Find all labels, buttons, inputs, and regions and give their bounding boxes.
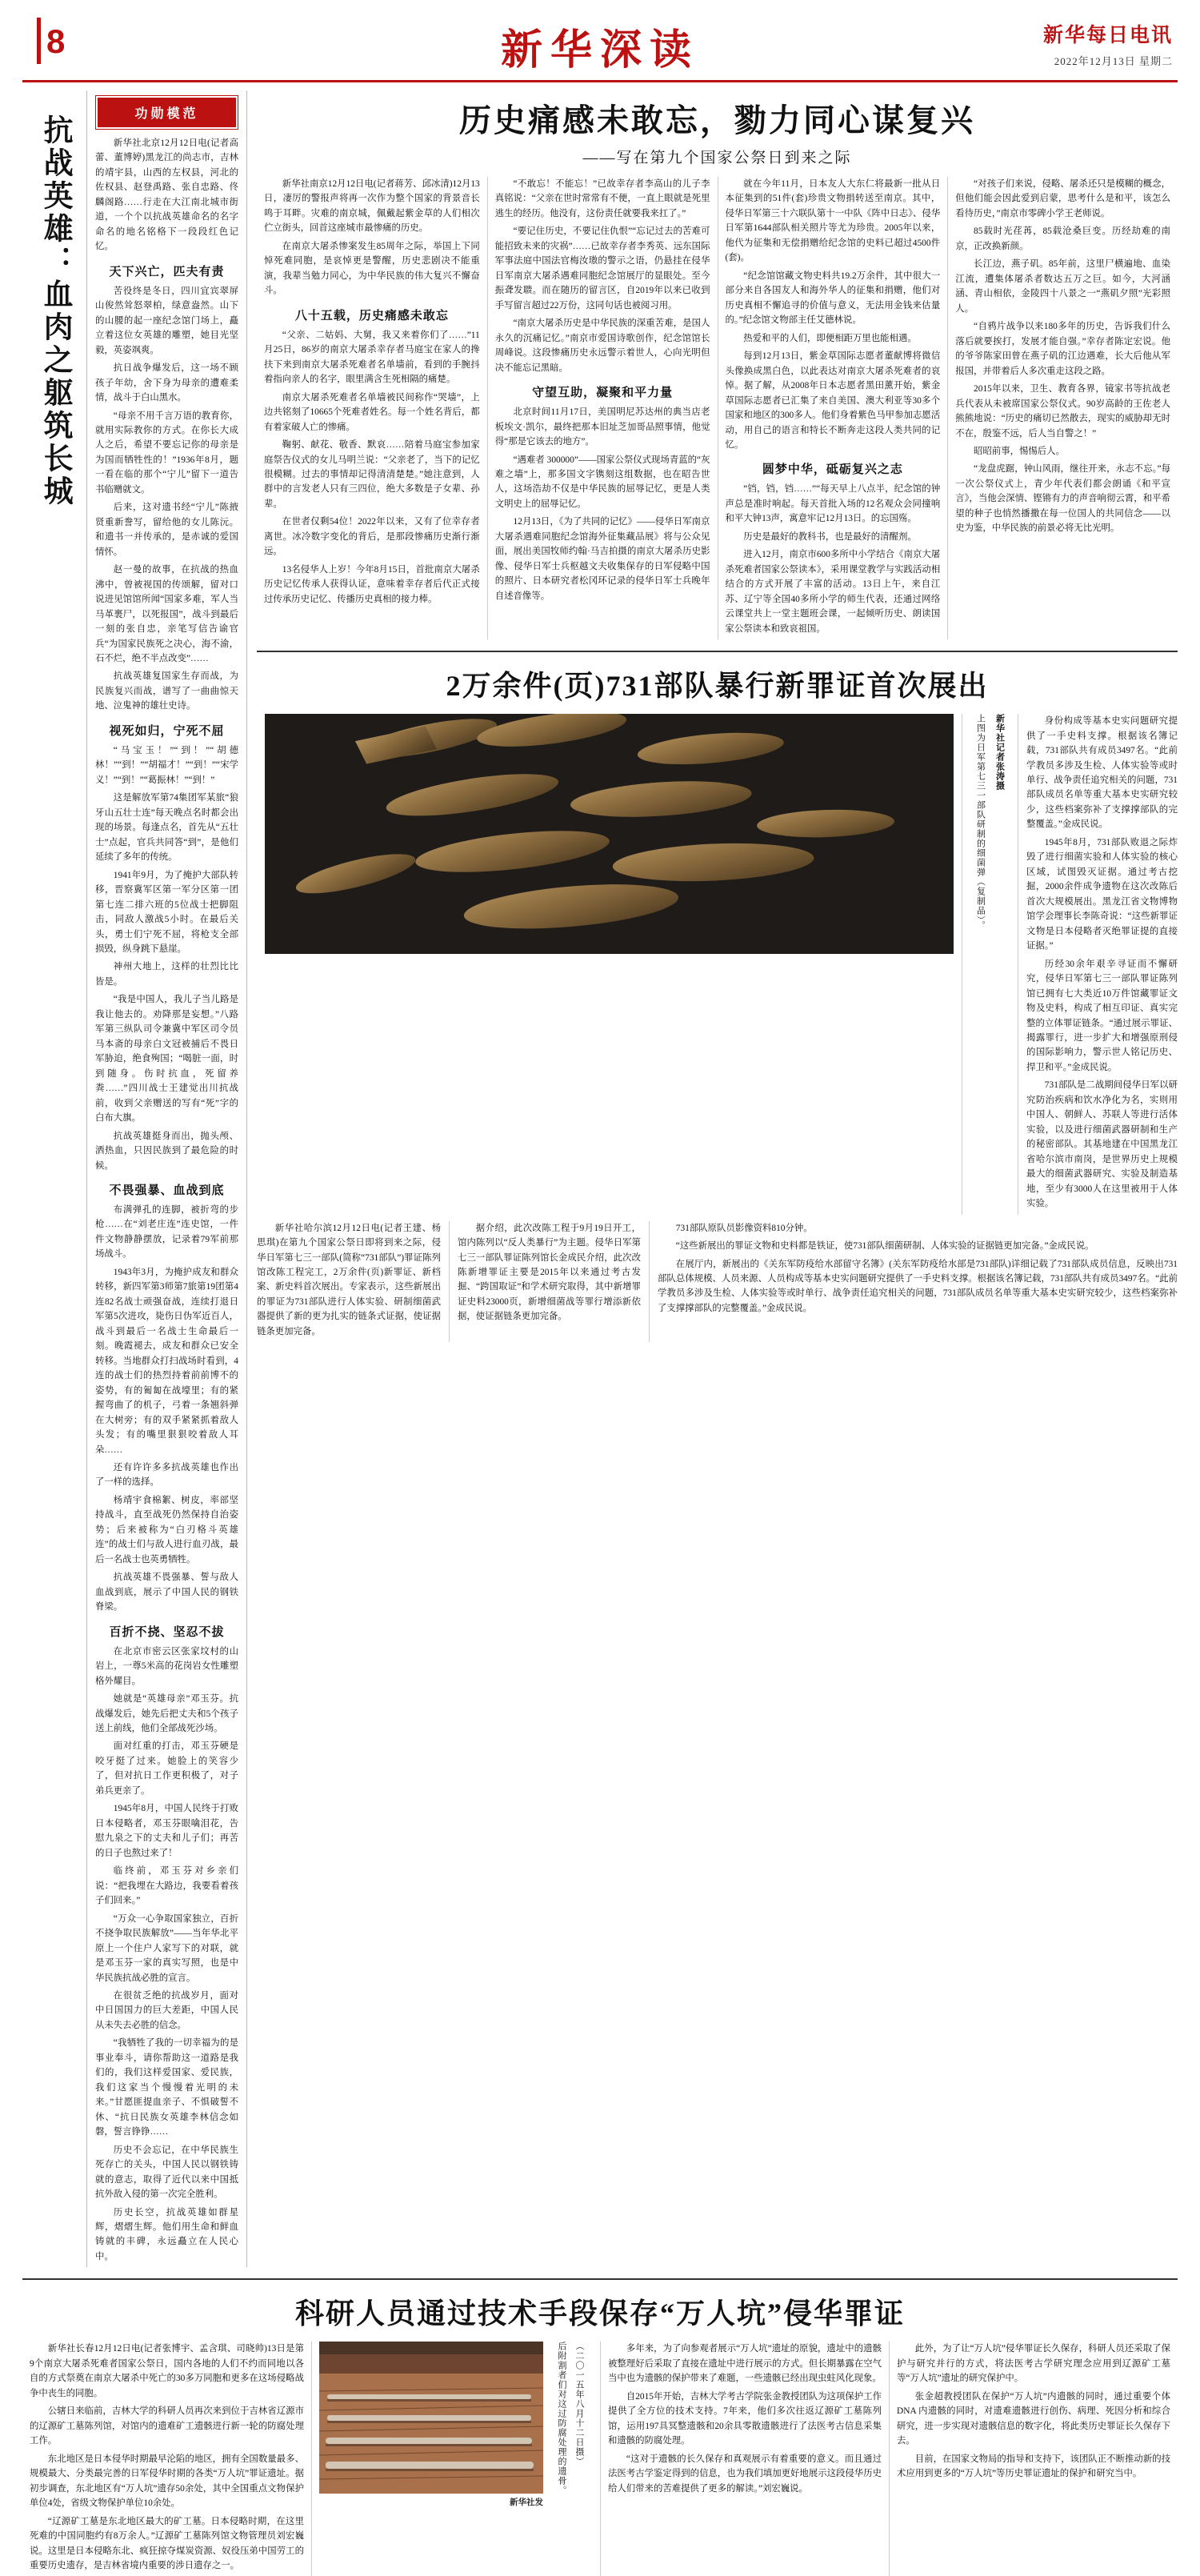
article1-section-heading: 不畏强暴、血战到底	[109, 1184, 225, 1197]
article4-para: 公辖日来临前，吉林大学的科研人员再次来到位于吉林省辽源市的辽源矿工墓陈列馆，对馆内的遗难矿工遗骸进行新一轮的防腐处理工作。	[30, 2406, 304, 2446]
article2-para: 南京大屠杀死难者名单墙被民间称作“哭墙”，上边共铭刻了10665个死难者姓名。每一个姓名背后，都有着家破人亡的惨痛。	[264, 392, 480, 432]
article4-para: 东北地区是日本侵华时期最早沦陷的地区，拥有全国数量最多、规模最大、分类最完善的日军侵华时期的各类“万人坑”罪证遗址。据初步调查，东北地区有“万人坑”遗存50余处，其中全国重点文物保护单位4处，省级文物保护单位10余处。	[30, 2454, 304, 2509]
newspaper-page	[0, 11, 1200, 2570]
article2-para: “要记住历史，不要记住仇恨”“忘记过去的苦难可能招致未来的灾祸”……已故幸存者李秀英、远东国际军事法庭中国法官梅汝璈的警示之语，仍悬挂在侵华日军南京大屠杀遇难同胞纪念馆展厅的显眼处。至今振聋发聩。而在随历的留言区，自2019年以来已收到手写留言超过22万份，这同句话也被阅习用。	[494, 226, 710, 310]
article1-para: 临终前，邓玉芬对乡亲们说：“把我埋在大路边，我要看着孩子们回来。”	[95, 1866, 238, 1906]
article1-para: 在很贫乏绝的抗战岁月，面对中日国国力的巨大差距，中国人民从未失去必胜的信念。	[95, 1990, 238, 2030]
article4-photo	[319, 2342, 543, 2494]
article1-para: 历史长空，抗战英雄如群星辉，熠熠生辉。他们用生命和鲜血铸就的丰碑，永远矗立在人民心中。	[95, 2207, 238, 2262]
article1-para: 苦役终是冬日，四川宜宾翠屏山俊然耸怒翠柏，绿意盎然。山下的山腰的起一座纪念馆门场上，矗立着这位女英雄的雕塑，她目光坚毅，英姿飒爽。	[95, 286, 238, 355]
article1-para: 抗战英雄复国家生存而战，为民族复兴而战，谱写了一曲曲惊天地、泣鬼神的雄壮史诗。	[95, 671, 238, 711]
article1-para: 在北京市密云区张家坟村的山岩上，一尊5米高的花岗岩女性雕塑格外耀目。	[95, 1646, 238, 1686]
article2-para: 在世者仅剩54位！2022年以来，又有了位幸存者离世。冰冷数字变化的背后，是那段惨痛历史渐行渐远。	[264, 517, 480, 557]
article1-para: 神州大地上，这样的壮烈比比皆是。	[95, 962, 238, 987]
article1-para: 杨靖宇食棉絮、树皮，率部坚持战斗，直至战死仍然保持自治姿势；后来被称为“白刃格斗英雄连”的战士们与敌人进行血刃战，最后一名战士也英勇牺牲。	[95, 1495, 238, 1564]
article1-para: 1943年3月，为掩护成友和群众转移，新四军第3师第7旅第19团第4连82名战士顽强奋战，连续打退日军第5次进攻，毙伤日伪军近百人，战斗到最后一名战士生命最后一刻。晚霞褪去，成友和群众已安全转移。当地群众打扫战场时看到，4连的战士们的热烈持着前前博不的姿势，有的匍匐在战壕里；有的紧握弯曲了的机子，弓着一条翘斜弹在大树旁；有的双手紧紧抓着敌人头发；有的嘴里狠狠咬着敌人耳朵……	[95, 1267, 238, 1455]
article1-dateline: 新华社北京12月12日电(记者高蕾、董博婷)黑龙江的尚志市，吉林的靖宇县，山西的左权县，河北的佐权县、赵登禹路、张自忠路、佟麟阁路……行走在大江南北城市街道，一个个以抗战英雄命名的名字命名的地名铭格下一段段红色记忆。	[95, 138, 238, 252]
badge-wrap	[95, 95, 238, 130]
article4-headline: 科研人员通过技术手段保存“万人坑”侵华罪证	[294, 2298, 905, 2330]
article3-dateline: 新华社哈尔滨12月12日电(记者王建、杨思琪)在第九个国家公祭日即将到来之际，侵华日军第七三一部队(简称“731部队”)罪证陈列馆改陈工程完工，2万余件(页)新罪证、新档案、新史料首次展出。专家表示，这些新展出的罪证为731部队进行人体实验、研制细菌武器提供了新的更为扎实的链条式证据，使证据链条更加完备。	[257, 1223, 441, 1336]
article1-para: 后来，这对遗书经“宁儿”陈掖贤重新誊写，留给他的女儿陈沅。和遗书一并传承的，是赤诚的爱国情怀。	[95, 503, 238, 557]
article1-para: 抗战英雄挺身而出，抛头颅、洒热血，只因民族到了最危险的时候。	[95, 1131, 238, 1171]
article4-photo-caption-col	[543, 2342, 593, 2576]
article1-para: 抗战英雄不畏强暴、誓与敌人血战到底，展示了中国人民的钢铁脊梁。	[95, 1572, 238, 1613]
article1-para: 她就是“英雄母亲”邓玉芬。抗战爆发后，她先后把丈夫和5个孩子送上前线，他们全部战死沙场。	[95, 1694, 238, 1733]
article2-para: 昭昭前事，惕惕后人。	[974, 446, 1065, 456]
article2-para: 历史是最好的教科书，也是最好的清醒剂。	[743, 531, 917, 542]
article2-columns	[257, 177, 1178, 639]
article4-photo-col	[311, 2342, 600, 2576]
article2-para: 就在今年11月，日本友人大东仁将最新一批从日本征集到的51件(套)珍贵文物捐转送至南京。其中，侵华日军第三十六联队第十一中队《阵中日志》、侵华日军第1644部队相关照片等尤为珍贵。2005年以来，他代为征集和无偿捐赠给纪念馆的史料已超过4500件(套)。	[725, 179, 941, 263]
article1-para: 1941年9月，为了掩护大部队转移，晋察冀军区第一军分区第一团第七连二排六班的5位战士把脚阻击，同敌人激战5小时。在最后关头，勇士们宁死不屈，将枪支全部损毁，纵身跳下悬崖。	[95, 870, 238, 954]
article1-para: “万众一心争取国家独立，百折不挠争取民族解放”——当年华北平原上一个住户人家写下的对联，就是邓玉芬一家的真实写照，也是中华民族抗战必胜的宣言。	[95, 1913, 238, 1983]
article4-row	[22, 2342, 1178, 2576]
article2-section-heading: 圆梦中华，砥砺复兴之志	[762, 463, 903, 477]
article3-col-4	[1018, 714, 1178, 1214]
article2-para: “遇难者 300000”——国家公祭仪式现场青蓝的“灰难之墙”上，那多国文字镌刻这组数据，也在昭告世人，这场浩劫不仅是中华民族的屈辱记忆，更是人类文明史上的屈辱记忆。	[494, 455, 710, 509]
article2-para: 热爱和平的人们，即便相距万里也能相遇。	[743, 333, 917, 343]
masthead	[22, 11, 1178, 82]
article2-para: 13名侵华人上岁！今年8月15日，首批南京大屠杀历史记忆传承人获得认证，意味着幸存者后代正式接过传承历史记忆、传播历史真相的接力棒。	[264, 564, 480, 604]
article4-para: “这对于遗骸的长久保存和真观展示有着重要的意义。而且通过法医考古学鉴定得到的信息，也为我们填加更好地展示这段侵华历史给人们带来的苦难提供了更多的解读。”刘宏巍说。	[608, 2454, 882, 2494]
article1-para: 历史不会忘记，在中华民族生死存亡的关头，中国人民以钢铁铸就的意志，取得了近代以来中国抵抗外敌入侵的第一次完全胜利。	[95, 2145, 238, 2200]
article2	[246, 90, 1178, 2267]
article4-para: “辽源矿工墓是东北地区最大的矿工墓。日本侵略时期，在这里死难的中国同胞约有8万余人。”辽源矿工墓陈列馆文物管理员刘宏巍说。这里是日本侵略东北、疯狂掠夺煤炭资源、奴役压弟中国劳工的重要历史遗存，是吉林省境内重要的涉日遗存之一。	[30, 2516, 304, 2570]
article3-para: 731部队是二战期间侵华日军以研究防治疾病和饮水净化为名，实则用中国人、朝鲜人、苏联人等进行活体实验，以及进行细菌武器研制和生产的秘密部队。其基地建在中国黑龙江省哈尔滨市南岗，是世界历史上规模最大的细菌武器研究、实验及制造基地，至少有3000人在这里被用于人体实验。	[1026, 1080, 1178, 1209]
article2-para: “纪念馆馆藏文物史料共19.2万余件，其中很大一部分来自各国友人和海外华人的征集和捐赠，他们对历史真相不懈追寻的价值与意义，无法用金钱来估量的。”纪念馆文物部主任艾德林说。	[725, 270, 941, 326]
article2-para: 鞠躬、献花、敬香、默哀……陪着马庭宝参加家庭祭告仪式的女儿马明兰说：“父亲老了，当下的记忆很模糊。过去的事情却记得清清楚楚。”她注意到，人群中的言发老人只有三四位，绝大多数是子女辈、孙辈。	[264, 440, 480, 509]
article1-badge: 功勋模范	[98, 98, 236, 127]
article2-para: “父亲、二姑妈、大舅，我又来着你们了……”11月25日，86岁的南京大屠杀幸存者马庭宝在家人的搀扶下来到南京大屠杀死难者名单墙前，看到的手腕抖着指向亲人的名字，眼里满含生死相隔的痛楚。	[264, 330, 480, 385]
article2-section-heading: 八十五载，历史痛感未敢忘	[294, 309, 449, 323]
article1-vertical-title: 抗战英雄：血肉之躯筑长城	[38, 114, 72, 508]
article2-col-1	[257, 177, 487, 639]
article3-photo-caption-col	[962, 714, 1018, 1214]
article3-para: “这些新展出的罪证文物和史料都是铁证，使731部队细菌研制、人体实验的证据链更加完备。”金成民说。	[675, 1241, 1094, 1252]
article4-para: 自2015年开始，吉林大学考古学院张金教授团队为这项保护工作提供了全方位的技术支持。7年来，他们多次往返辽源矿工墓陈列馆，运用197具冥整遗骸和20余具零散遗骸进行了法医考古信息采集和遗骸的防腐处理。	[608, 2391, 882, 2446]
article3-col-3	[649, 1221, 1178, 1343]
article3-row	[257, 714, 1178, 1214]
article4-para: 张金超教授团队在保护“万人坑”内遗骸的同时，通过重要个体DNA 内遗骸的同时，对遗难遗骸进行创伤、病理、死因分析和综合研究，进一步实现对遗骸信息的数字化，将此类历史罪证长久保存下去。	[897, 2391, 1170, 2446]
article2-col-3	[718, 177, 948, 639]
article3-col-2	[449, 1221, 649, 1343]
article1-para: “我牺牲了我的一切幸福为的是事业奉斗，请你帮助这一道路是我们的，我们这样爱国家、爱民族，我们这家当个慢慢着光明的未来。”甘愿匪提血亲子、不惧破誓不休、“抗日民族女英雄李林信念如磐，誓言铮铮……	[95, 2038, 238, 2137]
article2-col-2	[487, 177, 718, 639]
article2-subhead: ——写在第九个国家公祭日到来之际	[582, 150, 852, 166]
article3-row-2	[257, 1221, 1178, 1343]
article4-para: 此外，为了让“万人坑”侵华罪证长久保存，科研人员还采取了保护与研究并行的方式，将法医考古学研究理念应用到辽源矿工墓等“万人坑”遗址的研究保护中。	[897, 2344, 1170, 2384]
article3-photo-wrap	[257, 714, 962, 1214]
article4	[22, 2278, 1178, 2576]
article2-col-4	[947, 177, 1178, 639]
publication-date: 2022年12月13日 星期二	[1054, 55, 1173, 67]
article1-para: “我是中国人，我儿子当儿路是我让他去的。劝降那是妄想。”八路军第三纵队司令兼冀中军区司令员马本斋的母亲白文冠被捕后不畏日军胁迫，绝食殉国；“喝脏一面，时到随身。伤时抗血，死留养粪……”四川战士王建觉出川抗战前，收到父亲赠送的写有“死”字的白布大旗。	[95, 995, 238, 1124]
masthead-right	[1043, 19, 1173, 68]
article3-photo-credit: 新华社记者张涛摄	[994, 714, 1005, 791]
publication-brand: 新华每日电讯	[1042, 25, 1173, 46]
article3-para: 据介绍，此次改陈工程于9月19日开工，馆内陈列以“反人类暴行”为主题。侵华日军第七三一部队罪证陈列馆长金成民介绍，此次改陈新增罪证主要是2015年以来通过考古发掘、“跨国取证”和学术研究取得，其中新增罪证史料23000页，新增细菌战等罪行增添新依据，使证据链条更加完备。	[458, 1223, 641, 1322]
article1-para: 1945年8月，中国人民终于打败日本侵略者，邓玉芬眼噙泪花，告慰九泉之下的丈夫和儿子们；再苦的日子也熬过来了！	[95, 1804, 238, 1858]
article3-para: 身份构成等基本史实问题研究提供了一手史料支撑。根据该名簿记载，731部队共有成员3497名。“此前学教员多涉及生检、人体实验等或时单行、战争责任追究相关的问题，731部队成员名单等重大基本史实研究较少，这些档案弥补了支撑撑部队的完整覆盖。”金成民说。	[1026, 716, 1178, 830]
article4-dateline: 新华社长春12月12日电(记者张博宇、孟含琪、司晓帅)13日是第9个南京大屠杀死难者国家公祭日，国内各地的人们不约而同地以各自的方式祭奠在南京大屠杀中死亡的30多万同胞和更多在这场侵略战争中丧生的同胞。	[30, 2344, 304, 2398]
article2-para: 每到12月13日，紫金草国际志愿者董献博将微信头像换成黑白色，以此表达对南京大屠杀死难者的哀悼。据了解，从2008年日本志愿者黑田薰开始，紫金草国际志愿者已汇集了来自美国、澳大利亚等30多个国家和地区的300多人。他们身着紫色马甲参加志愿活动，用自己的语言和特长不断奔走这段人类共同的记忆。	[725, 351, 941, 450]
article1-para: 面对红重的打击，邓玉芬硬是咬牙挺了过来。她脸上的笑容少了，但对抗日工作更积极了，对子弟兵更亲了。	[95, 1741, 238, 1796]
article3-para: 731部队原队员影像资料810分钟。	[675, 1223, 813, 1233]
article1-column	[86, 90, 246, 2267]
article3	[257, 651, 1178, 1342]
article4-photo-caption-2: （二〇一五年八月十二日摄）	[574, 2342, 584, 2467]
article1-para: 赵一曼的故事，在抗战的热血沸中，曾被视国的传颂解，留对口说进见馆馆所闻“国家多难，军人当马革裹尸，以死报国”，战斗到最后一刻的张自忠，亲笔写信告谕官兵“为国家民族死之决心，海不渝，石不烂，绝不半点改变”……	[95, 565, 238, 663]
bomb-exhibit-illustration	[265, 714, 954, 954]
mass-grave-site-illustration	[319, 2342, 543, 2494]
article3-para: 历经30余年艰辛寻证而不懈研究，侵华日军第七三一部队罪证陈列馆已拥有七大类近10万件馆藏罪证文物及史料，构成了相互印证、真实完整的立体罪证链条。“通过展示罪证、揭露罪行，进一步扩大和增强原刑侵的国际影响力，警示世人铭记历史、捍卫和平。”金成民说。	[1026, 959, 1178, 1072]
article4-photo-credit: 新华社发	[510, 2498, 543, 2508]
article2-para: 12月13日，《为了共同的记忆》——侵华日军南京大屠杀遇难同胞纪念馆海外征集藏品展》将与公众见面，展出美国牧师约翰·马吉拍摄的南京大屠杀历史影像、侵华日军士兵枢越文夫收集保存的日军侵略中国的照片、日本研究者松冈环记录的侵华日军士兵晚年自述音像等。	[494, 517, 710, 601]
article2-para: 85载时光荏苒，85载沧桑巨变。历经劫难的南京，正改换新颜。	[955, 226, 1170, 251]
article1-para: “母亲不用千言万语的教育你，就用实际教你的方式。在你长大成人之后，希望不要忘记你的母亲是为国而牺牲性的！”1936年8月，题一看在临的那个“宁儿”留下一道告书临赠就文。	[95, 411, 238, 495]
article4-photo-caption-1: 后附割者们对这过防腐处理的遗骨。	[557, 2342, 566, 2496]
article1-section-heading: 百折不挠、坚忍不拔	[109, 1625, 225, 1639]
article3-headline: 2万余件(页)731部队暴行新罪证首次展出	[446, 670, 989, 703]
article2-para: 在南京大屠杀惨案发生85周年之际，举国上下同悼死难同胞，是哀悼更是警醒，历史悲剧决不能重演，我辈当勉力同心，为中华民族的伟大复兴不懈奋斗。	[264, 241, 480, 296]
article1-para: “马宝玉！”“到！”“胡德林！”“到！”“胡福才！”“到！”“宋学义！”“到！”“葛振林！”“到！”	[95, 745, 238, 785]
article2-headline: 历史痛感未敢忘，勠力同心谋复兴	[459, 102, 975, 138]
article4-para: 多年来，为了向参观者展示“万人坑”遗址的原貌，遗址中的遗骸被整理好后采取了直接在遗址中进行展示的方式。但长期暴露在空气当中也为遗骸的保护带来了难题，一些遗骸已经出现虫蛀风化现象。	[608, 2344, 882, 2384]
article3-para: 1945年8月，731部队败退之际炸毁了进行细菌实验和人体实验的核心区域，试图毁灭证据。通过考古挖掘，2000余件成争遗物在这次改陈后首次大规模展出。黑龙江省文物博物馆学会理事长李陈奇说：“这些新罪证文物是日本侵略者灭绝罪证提的直接证据。”	[1026, 837, 1178, 951]
article2-para: “铛，铛，铛……”“每天早上八点半，纪念馆的钟声总是准时响起。每天首批入场的12名观众会同撞响和平大钟13声，寓意牢记12月13日。的忘国殇。	[725, 484, 941, 524]
top-block	[22, 90, 1178, 2267]
article3-col-1	[257, 1221, 449, 1343]
article2-para: “自鸦片战争以来180多年的历史，告诉我们什么落后就要挨打，发展才能自强。”幸存者陈定宏说。他的爷爷陈家田曾在燕子矶的江边遇难，长大后他从军报国，并带着后人多次重走这段之路。	[955, 322, 1170, 376]
article1-title-column	[22, 90, 86, 2267]
article2-para: “不敢忘！不能忘！”已故幸存者李高山的儿子李真铭说：“父亲在世时常常有不便，一直上眼就是死里逃生的经历。他没有，这份责任就要我来扛了。”	[494, 179, 710, 218]
article4-col-1	[22, 2342, 311, 2576]
page-number: 8	[46, 22, 66, 60]
article2-para: 长江边，燕子矶。85年前，这里尸横遍地、血染江流，遭集体屠杀者数达五万之巨。如今，大河涵涵、青山相依，金陵四十八景之一“燕矶夕照”光彩照人。	[955, 259, 1170, 314]
article1-section-heading: 视死如归，宁死不屈	[109, 724, 225, 738]
article2-para: “南京大屠杀历史是中华民族的深重苦难，是国人永久的沉痛记忆。”南京市爱国诗歌创作，纪念馆馆长周峰说。这段惨痛历史永远警示着世人，心向光明但决不能忘记黑暗。	[494, 318, 710, 373]
article1-para: 抗日战争爆发后，这一场不顾孩子年幼，舍下身为母亲的遭难柔情，战斗于白山黑水。	[95, 363, 238, 403]
article2-dateline: 新华社南京12月12日电(记者蒋芳、邱冰清)12月13日，凄厉的警报声将再一次作为整个国家的背景音长鸣于耳畔。灾难的南京城，佩戴起紫金草的人们相次伫立街头，回首这座城市最惨痛的历史。	[264, 179, 480, 234]
article1-para: 这是解放军第74集团军某旅“狼牙山五壮士连”每天晚点名时都会出现的场景。每逢点名，首先从“五壮士”点起，官兵共同答“到”，是他们延续了多年的传统。	[95, 793, 238, 863]
article1-section-heading: 天下兴亡，匹夫有责	[109, 265, 225, 278]
page-content	[22, 90, 1178, 2576]
article4-photo-wrap	[319, 2342, 543, 2576]
article1-para: 布满弹孔的连脚，被折弯的步枪……在“刘老庄连”连史馆，一件件文物静静摆放，记录着79军前那场战斗。	[95, 1205, 238, 1260]
article2-para: 2015年以来，卫生、教育各界，镜家书等抗战老兵代表从未被席国家公祭仪式。90岁高龄的王佐老人熊熊地说：“历史的痛切已然散去，现实的威胁却无时不在，殷鉴不远，后人当自警之！”	[955, 384, 1170, 439]
article3-photo-caption: 上图为日军第七三一部队研制的细菌弹（复制品）。	[975, 714, 986, 931]
article2-para: 北京时间11月17日，美国明尼苏达州的典当店老板埃文·凯尔，最终把那本旧址芝加哥品照事情，他觉得“那是它该去的地方”。	[494, 407, 710, 447]
article2-para: 进入12月，南京市600多所中小学结合《南京大屠杀死难者国家公祭读本》，采用课堂教学与实践活动相结合的方式开展了丰富的活动。13日上午，来自江苏、辽宁等全国40多所小学的师生代表，还通过网络云课堂共上一堂主题班会课，一起倾听历史、朗读国家公祭读本和致哀祖国。	[725, 550, 941, 634]
article3-photo	[265, 714, 954, 954]
article4-col-4	[889, 2342, 1178, 2576]
article2-para: “对孩子们来说，侵略、屠杀还只是模糊的概念，但他们能会因此爱到启蒙，思考什么是和平，该怎么看待历史，”南京市零碑小学王老师说。	[955, 179, 1170, 218]
article3-para: 在展厅内，新展出的《关东军防疫给水部留守名簿》(关东军防疫给水部是731部队)详细记载了731部队成员信息，反映出731部队总体规模、人员来源、人员构成等基本史实问题研究提供了一手史料支撑。根据该名簿记载，731部队共有成员3497名。“此前学教员多涉及生检、人体实验等或时单行、战争责任追究相关的问题，731部队成员名单等重大基本史实研究较少，这些档案弥补了支撑撑部队的完整覆盖。”金成民说。	[658, 1259, 1178, 1313]
masthead-title: 新华深读	[500, 26, 699, 74]
article1-para: 还有许许多多抗战英雄也作出了一样的选择。	[95, 1462, 238, 1488]
article2-section-heading: 守望互助，凝聚和平力量	[532, 387, 674, 400]
article2-para: “龙盘虎踞，钟山风雨，继往开来，永志不忘。”每一次公祭仪式上，青少年代表们都会朗诵《和平宣言》，当他会深情、铿锵有力的声音响彻云霄，和平希望的种子也悄然播撒在每一位国人的共同信念——以史为鉴，中华民族的前景必将无比光明。	[955, 464, 1170, 534]
article4-para: 目前，在国家文物局的指导和支持下，该团队正不断推动新的技术应用到更多的“万人坑”等历史罪证遗址的保护和研究当中。	[897, 2454, 1170, 2479]
article4-col-3	[600, 2342, 889, 2576]
